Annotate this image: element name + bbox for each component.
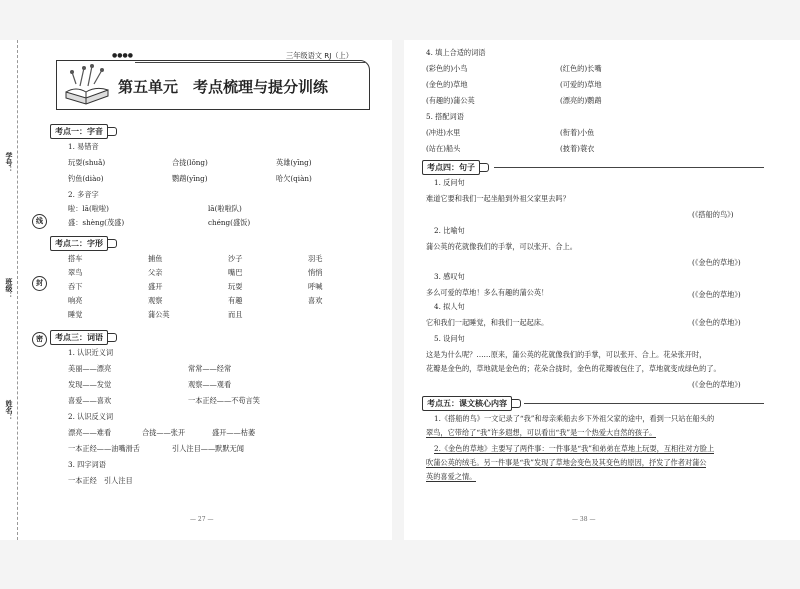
- sentence-heading: 2. 比喻句: [434, 226, 465, 235]
- polyphone-item: chéng(盛饭): [208, 218, 251, 227]
- word-item: 玩耍(shuǎ): [68, 158, 106, 167]
- seal-ring-xian: 线: [32, 214, 47, 229]
- fill-item: (漂亮的)鹦鹉: [560, 96, 602, 105]
- sentence-text: 这是为什么呢？……原来，蒲公英的花就像我们的手掌，可以张开、合上。花朵张开时，: [426, 350, 707, 359]
- char-item: 睡觉: [68, 310, 83, 319]
- char-item: 吞下: [68, 282, 83, 291]
- seal-ring-feng: 封: [32, 276, 47, 291]
- char-item: 悄悄: [308, 268, 323, 277]
- char-item: 呼喊: [308, 282, 323, 291]
- left-page: [0, 40, 392, 540]
- char-item: 观察: [148, 296, 163, 305]
- match-heading: 5. 搭配词语: [426, 112, 464, 121]
- fill-item: (可爱的)草地: [560, 80, 602, 89]
- section-2-label: 考点二：字形: [50, 236, 108, 251]
- sentence-heading: 1. 反问句: [434, 178, 465, 187]
- section-4-rule: [494, 167, 764, 168]
- synonym-item: 一本正经——不苟言笑: [188, 396, 260, 405]
- idiom-item: 一本正经 引人注目: [68, 476, 133, 485]
- char-item: 羽毛: [308, 254, 323, 263]
- word-item: 合拢(lǒng): [172, 158, 208, 167]
- summary-text: 翠鸟，它带给了“我”许多遐想，可以看出“我”是一个热爱大自然的孩子。: [426, 428, 657, 437]
- word-item: 钓鱼(diào): [68, 174, 104, 183]
- fill-item: (金色的)草地: [426, 80, 468, 89]
- grade-label: 三年级语文 RJ（上）: [286, 51, 353, 60]
- word-item: 哈欠(qiàn): [276, 174, 312, 183]
- char-item: 蒲公英: [148, 310, 170, 319]
- char-item: 捕鱼: [148, 254, 163, 263]
- section-5-rule: [524, 403, 764, 404]
- polyphone-item: lā(啦啦队): [208, 204, 242, 213]
- char-item: 父亲: [148, 268, 163, 277]
- synonym-item: 常常——经常: [188, 364, 232, 373]
- header-dots: ●●●●: [112, 52, 133, 59]
- match-item: (站在)船头: [426, 144, 461, 153]
- seal-ring-mi: 密: [32, 332, 47, 347]
- antonym-item: 引人注目——默默无闻: [172, 444, 244, 453]
- synonym-item: 喜爱——喜欢: [68, 396, 112, 405]
- sentence-source: (《金色的草地》): [692, 380, 741, 389]
- char-item: 玩耍: [228, 282, 243, 291]
- sec3-heading-2: 2. 认识反义词: [68, 412, 114, 421]
- sentence-text: 花瓣是金色的，草地就是金色的；花朵合拢时，金色的花瓣被包住了，草地就变成绿色的了。: [426, 364, 721, 373]
- fill-item: (有趣的)蒲公英: [426, 96, 475, 105]
- sentence-source: (《搭船的鸟》): [692, 210, 734, 219]
- match-item: (冲进)水里: [426, 128, 461, 137]
- sentence-text: 蒲公英的花就像我们的手掌，可以张开、合上。: [426, 242, 577, 251]
- word-item: 英雄(yīng): [276, 158, 312, 167]
- antonym-item: 一本正经——油嘴滑舌: [68, 444, 140, 453]
- sentence-text: 多么可爱的草地！多么有趣的蒲公英！: [426, 288, 549, 297]
- char-item: 搭车: [68, 254, 83, 263]
- sec3-heading-3: 3. 四字词语: [68, 460, 106, 469]
- polyphone-item: 啦：lā(啦啦): [68, 204, 109, 213]
- sentence-text: 它和我们一起睡觉，和我们一起起床。: [426, 318, 549, 327]
- char-item: 嘴巴: [228, 268, 243, 277]
- char-item: 翠鸟: [68, 268, 83, 277]
- synonym-item: 美丽——漂亮: [68, 364, 112, 373]
- book-icon: [62, 62, 112, 110]
- right-page: [404, 40, 800, 540]
- summary-text: 英的喜爱之情。: [426, 472, 477, 481]
- section-1-label: 考点一：字音: [50, 124, 108, 139]
- section-4-label: 考点四：句子: [422, 160, 480, 175]
- sec1-heading-1: 1. 易错音: [68, 142, 99, 151]
- synonym-item: 发现——发觉: [68, 380, 112, 389]
- sentence-source: (《金色的草地》): [692, 258, 741, 267]
- antonym-item: 盛开——枯萎: [212, 428, 256, 437]
- char-item: 而且: [228, 310, 243, 319]
- synonym-item: 观察——观看: [188, 380, 232, 389]
- match-item: (衔着)小鱼: [560, 128, 595, 137]
- antonym-item: 漂亮——难看: [68, 428, 112, 437]
- summary-text: 2.《金色的草地》主要写了两件事：一件事是“我”和弟弟在草地上玩耍，互相往对方脸上: [434, 444, 715, 453]
- summary-text: 1.《搭船的鸟》一文记录了“我”和母亲乘船去乡下外祖父家的途中，看到一只站在船头的: [434, 414, 715, 423]
- sentence-heading: 5. 设问句: [434, 334, 465, 343]
- sentence-text: 难道它要和我们一起坐船到外祖父家里去吗？: [426, 194, 570, 203]
- sec3-heading-1: 1. 认识近义词: [68, 348, 114, 357]
- class-label: 班级：: [5, 278, 13, 299]
- section-3-label: 考点三：词语: [50, 330, 108, 345]
- sentence-source: (《金色的草地》): [692, 318, 741, 327]
- polyphone-item: 盛：shèng(茂盛): [68, 218, 125, 227]
- fill-item: (红色的)长嘴: [560, 64, 602, 73]
- sentence-heading: 4. 拟人句: [434, 302, 465, 311]
- word-item: 鹦鹉(yīng): [172, 174, 208, 183]
- name-label: 姓名：: [5, 400, 13, 421]
- page-number: — 27 —: [190, 516, 214, 523]
- page-number: — 38 —: [572, 516, 596, 523]
- summary-text: 吹蒲公英的绒毛。另一件事是“我”发现了草地会变色及其变色的原因，抒发了作者对蒲公: [426, 458, 707, 467]
- section-5-label: 考点五：课文核心内容: [422, 396, 512, 411]
- binding-line: [17, 40, 19, 540]
- char-item: 响亮: [68, 296, 83, 305]
- sentence-heading: 3. 感叹句: [434, 272, 465, 281]
- char-item: 喜欢: [308, 296, 323, 305]
- char-item: 盛开: [148, 282, 163, 291]
- sec1-heading-2: 2. 多音字: [68, 190, 99, 199]
- char-item: 有趣: [228, 296, 243, 305]
- sentence-source: (《金色的草地》): [692, 290, 741, 299]
- unit-title: 第五单元 考点梳理与提分训练: [118, 78, 329, 96]
- antonym-item: 合拢——张开: [142, 428, 186, 437]
- match-item: (披着)蓑衣: [560, 144, 595, 153]
- fill-heading: 4. 填上合适的词语: [426, 48, 486, 57]
- char-item: 沙子: [228, 254, 243, 263]
- student-number-label: 学号：: [5, 152, 13, 173]
- fill-item: (彩色的)小鸟: [426, 64, 468, 73]
